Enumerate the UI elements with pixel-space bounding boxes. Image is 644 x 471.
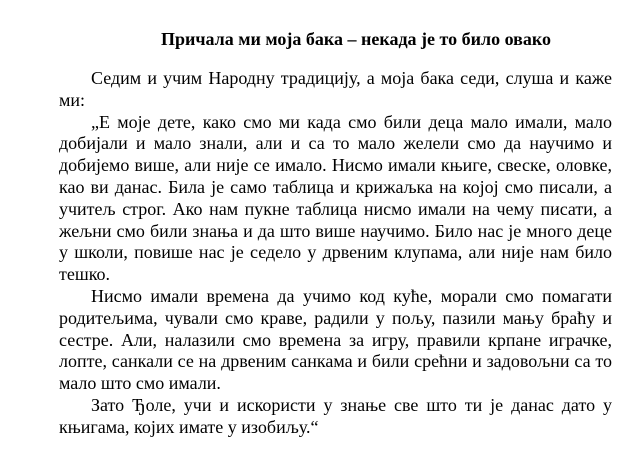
document-title (0, 28, 644, 50)
paragraph-story-2: Нисмо имали времена да учимо код куће, морали смо помагати родитељима, чували смо краве, радили у пољу, пазили мању браћу и сестре. Али, налазили смо времена за игру, правили крпане играчке, лопте, санкали се на дрвеним санкама и били срећни и задовољни са то мало што смо имали. (59, 285, 612, 394)
paragraph-story-1: „Е моје дете, како смо ми када смо били деца мало имали, мало добијали и мало знали, али и са то мало желели смо да научимо и добијемо више, али није се имало. Нисмо имали књиге, свеске, оловке, као ви данас. Била је само таблица и крижаљка на којој смо писали, а учитељ строг. Ако нам пукне таблица нисмо имали на чему писати, а жељни смо били знања и да што више научимо. Било нас је много деце у школи, повише нас је седело у дрвеним клупама, али није нам било тешко. (59, 111, 612, 285)
paragraph-intro: Седим и учим Народну традицију, а моја бака седи, слуша и каже ми: (59, 68, 612, 110)
document-title-text: Причала ми моја бака – некада је то било овако (160, 29, 552, 49)
document-body (59, 68, 612, 439)
paragraph-closing: Зато Ђоле, учи и искористи у знање све што ти је данас дато у књигама, којих имате у изобиљу.“ (59, 394, 612, 437)
